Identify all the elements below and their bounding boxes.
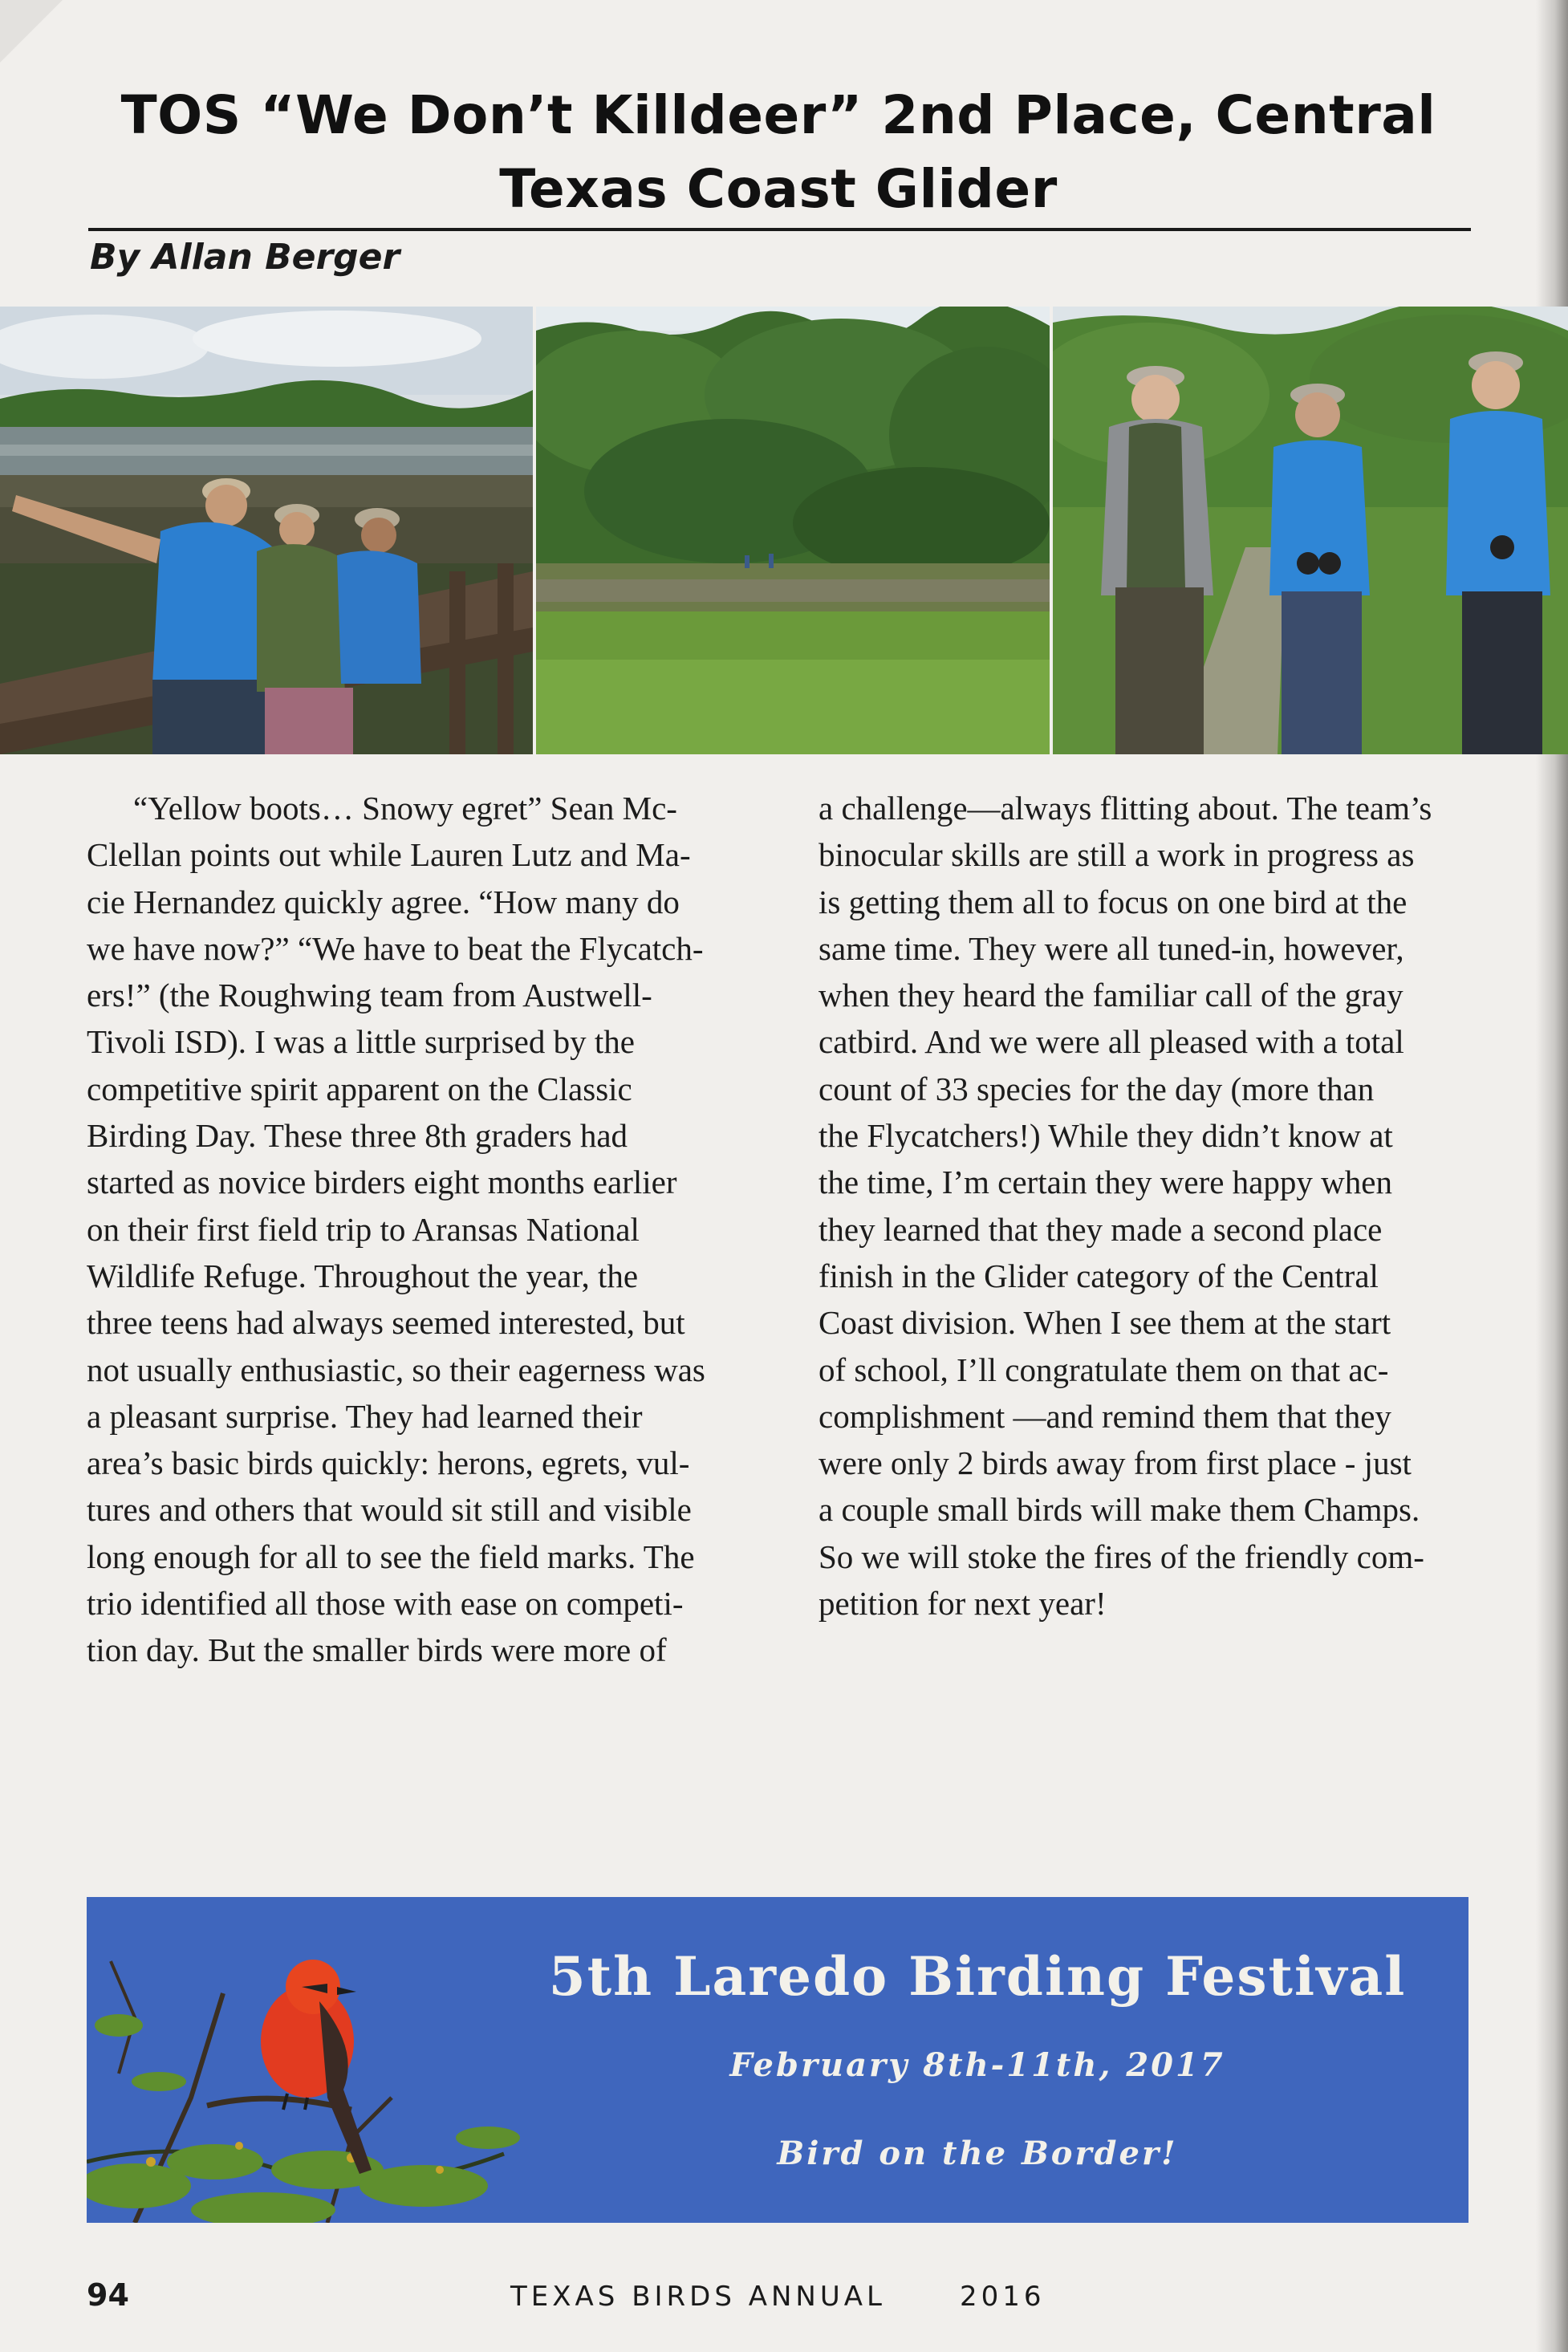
body-line: Tivoli ISD). I was a little surprised by the (87, 1023, 635, 1061)
body-line: cie Hernandez quickly agree. “How many do (87, 883, 680, 920)
body-line: same time. They were all tuned-in, however, (819, 929, 1404, 967)
photo-strip (0, 307, 1568, 754)
body-line: catbird. And we were all pleased with a total (819, 1023, 1404, 1061)
journal-name: TEXAS BIRDS ANNUAL (510, 2281, 886, 2313)
photo-wooded-marsh (536, 307, 1050, 754)
body-line: tures and others that would sit still and visible (87, 1491, 692, 1529)
body-line: count of 33 species for the day (more than (819, 1070, 1375, 1107)
festival-dates: February 8th-11th, 2017 (729, 2046, 1225, 2084)
festival-title: 5th Laredo Birding Festival (548, 1945, 1407, 2008)
festival-advertisement[interactable] (87, 1897, 1468, 2223)
body-line: a couple small birds will make them Champs. (819, 1491, 1420, 1529)
vermilion-flycatcher-illustration (87, 1897, 536, 2223)
corner-fold (0, 0, 63, 63)
body-line: is getting them all to focus on one bird at the (819, 883, 1408, 920)
body-line: ers!” (the Roughwing team from Austwell- (87, 977, 652, 1014)
body-line: a challenge—always flitting about. The team’s (819, 790, 1432, 827)
body-line: the Flycatchers!) While they didn’t know at (819, 1117, 1393, 1155)
article-body-left-column (87, 785, 745, 1674)
body-line: area’s basic birds quickly: herons, egrets, vul- (87, 1444, 690, 1482)
body-line: long enough for all to see the field marks. The (87, 1538, 695, 1575)
body-line: binocular skills are still a work in progress as (819, 836, 1415, 874)
body-line: a pleasant surprise. They had learned their (87, 1397, 643, 1435)
body-line: “Yellow boots… Snowy egret” Sean Mc- (133, 790, 677, 827)
body-line: tion day. But the smaller birds were more of (87, 1631, 667, 1669)
body-line: Wildlife Refuge. Throughout the year, the (87, 1257, 639, 1294)
body-line: Coast division. When I see them at the start (819, 1304, 1391, 1342)
body-line: not usually enthusiastic, so their eagerness was (87, 1351, 705, 1388)
page-number: 94 (87, 2277, 129, 2313)
byline: By Allan Berger (90, 237, 400, 278)
body-line: So we will stoke the fires of the friendly com- (819, 1538, 1424, 1575)
photo-birders-on-trail (1053, 307, 1568, 754)
body-line: complishment —and remind them that they (819, 1397, 1391, 1435)
article-title (88, 79, 1468, 226)
title-divider (88, 228, 1471, 231)
body-line: we have now?” “We have to beat the Flycatch- (87, 929, 704, 967)
article-title-line-1: TOS “We Don’t Killdeer” 2nd Place, Central (120, 84, 1436, 146)
body-line: when they heard the familiar call of the gray (819, 977, 1403, 1014)
body-line: started as novice birders eight months earlier (87, 1164, 677, 1201)
body-line: trio identified all those with ease on competi- (87, 1585, 684, 1623)
article-title-line-2: Texas Coast Glider (499, 158, 1058, 220)
body-line: petition for next year! (819, 1585, 1107, 1623)
body-line: competitive spirit apparent on the Classic (87, 1070, 632, 1107)
body-line: were only 2 birds away from first place - just (819, 1444, 1412, 1482)
body-line: on their first field trip to Aransas National (87, 1210, 640, 1248)
photo-birders-at-overlook (0, 307, 533, 754)
body-line: Clellan points out while Lauren Lutz and Ma- (87, 836, 691, 874)
body-line: three teens had always seemed interested, but (87, 1304, 685, 1342)
body-line: of school, I’ll congratulate them on that ac- (819, 1351, 1389, 1388)
body-line: finish in the Glider category of the Central (819, 1257, 1379, 1294)
body-line: they learned that they made a second place (819, 1210, 1383, 1248)
body-line: the time, I’m certain they were happy when (819, 1164, 1392, 1201)
festival-tagline: Bird on the Border! (777, 2135, 1178, 2172)
article-body-right-column (819, 785, 1477, 1627)
body-line: Birding Day. These three 8th graders had (87, 1117, 628, 1155)
journal-year: 2016 (960, 2281, 1046, 2313)
